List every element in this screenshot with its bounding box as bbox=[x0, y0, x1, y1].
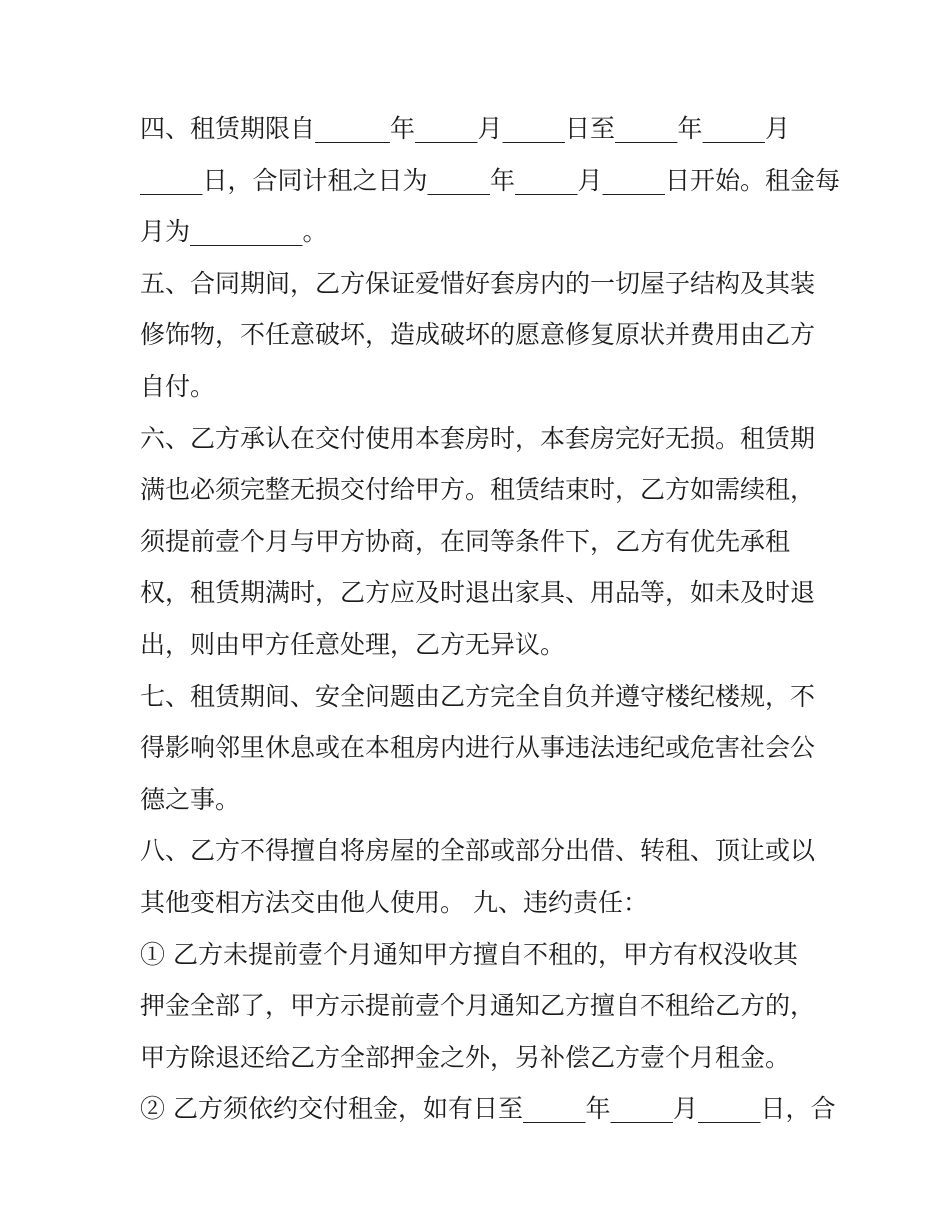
text-line: 其他变相方法交由他人使用。 九、违约责任： bbox=[140, 887, 648, 917]
text-line: 月为_________。 bbox=[140, 217, 328, 247]
text-line: 七、租赁期间、安全问题由乙方完全自负并遵守楼纪楼规，不 bbox=[140, 681, 816, 711]
text-line: 得影响邻里休息或在本租房内进行从事违法违纪或危害社会公 bbox=[140, 733, 816, 763]
text-line: ① 乙方未提前壹个月通知甲方擅自不租的，甲方有权没收其 bbox=[140, 939, 798, 969]
text-line: 满也必须完整无损交付给甲方。租赁结束时，乙方如需续租， bbox=[140, 475, 816, 505]
text-line: 六、乙方承认在交付使用本套房时，本套房完好无损。租赁期 bbox=[140, 423, 816, 453]
text-line: 押金全部了，甲方示提前壹个月通知乙方擅自不租给乙方的， bbox=[140, 991, 816, 1021]
text-line: 德之事。 bbox=[140, 784, 241, 814]
text-line: ② 乙方须依约交付租金，如有日至_____年_____月_____日，合 bbox=[140, 1094, 836, 1124]
text-line: 甲方除退还给乙方全部押金之外，另补偿乙方壹个月租金。 bbox=[140, 1042, 791, 1072]
text-line: 五、合同期间，乙方保证爱惜好套房内的一切屋子结构及其装 bbox=[140, 268, 816, 298]
text-line: 出，则由甲方任意处理，乙方无异议。 bbox=[140, 629, 566, 659]
text-line: 权，租赁期满时，乙方应及时退出家具、用品等，如未及时退 bbox=[140, 578, 816, 608]
text-line: 自付。 bbox=[140, 371, 216, 401]
text-line: 八、乙方不得擅自将房屋的全部或部分出借、转租、顶让或以 bbox=[140, 836, 816, 866]
text-line: 须提前壹个月与甲方协商，在同等条件下，乙方有优先承租 bbox=[140, 526, 791, 556]
text-line: _____日，合同计租之日为_____年_____月_____日开始。租金每 bbox=[140, 165, 841, 195]
contract-text bbox=[140, 108, 841, 1140]
text-line: 修饰物，不任意破坏，造成破坏的愿意修复原状并费用由乙方 bbox=[140, 320, 816, 350]
text-line: 四、租赁期限自______年_____月_____日至_____年_____月 bbox=[140, 114, 791, 143]
